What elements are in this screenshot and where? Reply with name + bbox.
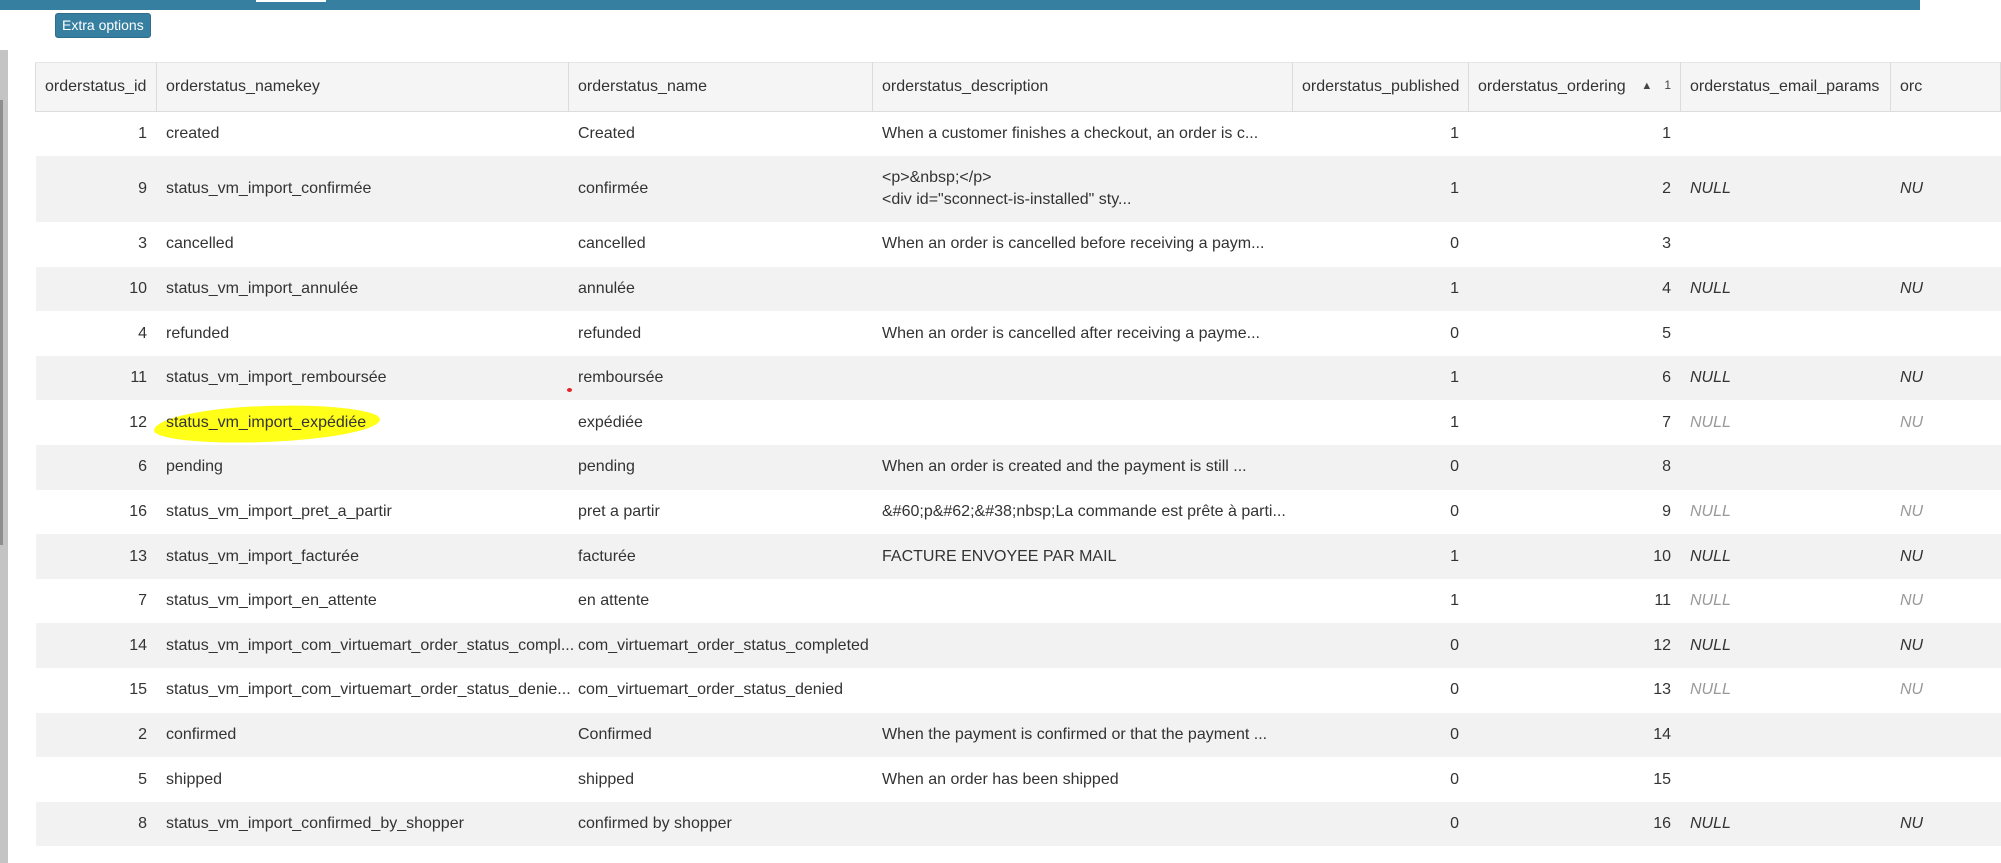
cell-orderstatus-id[interactable]: 9 — [36, 156, 157, 222]
cell-orderstatus-published[interactable]: 0 — [1293, 668, 1469, 713]
cell-orderstatus-name[interactable]: facturée — [569, 534, 873, 579]
cell-orderstatus-namekey[interactable]: status_vm_import_com_virtuemart_order_status_denie... — [157, 668, 569, 713]
table-header-row — [36, 63, 2001, 112]
cell-orderstatus-id[interactable]: 8 — [36, 802, 157, 847]
table-row[interactable] — [36, 534, 2001, 579]
cell-orderstatus-published[interactable]: 0 — [1293, 311, 1469, 356]
cell-orderstatus-namekey[interactable]: shipped — [157, 757, 569, 802]
column-header-orderstatus-namekey[interactable]: orderstatus_namekey — [157, 63, 569, 112]
cell-orderstatus-namekey[interactable]: pending — [157, 445, 569, 490]
cell-orc[interactable]: NU — [1891, 802, 2001, 847]
cell-orderstatus-id[interactable]: 3 — [36, 222, 157, 267]
cell-orderstatus-email-params[interactable]: NULL — [1681, 400, 1891, 445]
cell-orc[interactable] — [1891, 222, 2001, 267]
cell-orderstatus-ordering[interactable]: 8 — [1469, 445, 1681, 490]
cell-orderstatus-name[interactable]: confirmed by shopper — [569, 802, 873, 847]
cell-orderstatus-ordering[interactable]: 4 — [1469, 267, 1681, 312]
table-row[interactable] — [36, 623, 2001, 668]
description-line: <p>&nbsp;</p> — [882, 169, 992, 187]
cell-orderstatus-namekey[interactable]: created — [157, 112, 569, 157]
cell-orderstatus-description[interactable]: When an order has been shipped — [873, 757, 1293, 802]
cell-orderstatus-id[interactable]: 5 — [36, 757, 157, 802]
cell-orderstatus-name[interactable]: shipped — [569, 757, 873, 802]
cell-orderstatus-email-params[interactable]: NULL — [1681, 156, 1891, 222]
active-tab-indicator[interactable] — [256, 0, 326, 2]
description-line: <div id="sconnect-is-installed" sty... — [882, 191, 1132, 209]
column-header-orderstatus-description[interactable]: orderstatus_description — [873, 63, 1293, 112]
cell-orderstatus-email-params[interactable]: NULL — [1681, 802, 1891, 847]
cell-orderstatus-published[interactable]: 0 — [1293, 445, 1469, 490]
top-bar — [0, 0, 1920, 10]
cell-orderstatus-id[interactable]: 12 — [36, 400, 157, 445]
cell-orc[interactable] — [1891, 757, 2001, 802]
cell-orderstatus-id[interactable]: 7 — [36, 579, 157, 624]
cell-orderstatus-description[interactable]: When the payment is confirmed or that the payment ... — [873, 713, 1293, 758]
table-row[interactable] — [36, 156, 2001, 222]
cell-orc[interactable] — [1891, 713, 2001, 758]
cell-orderstatus-ordering[interactable]: 9 — [1469, 490, 1681, 535]
cell-orderstatus-published[interactable]: 0 — [1293, 802, 1469, 847]
cell-orderstatus-name[interactable]: en attente — [569, 579, 873, 624]
cell-orderstatus-name[interactable]: remboursée — [569, 356, 873, 401]
cell-orderstatus-published[interactable]: 1 — [1293, 534, 1469, 579]
table-row[interactable] — [36, 222, 2001, 267]
cell-orderstatus-id[interactable]: 11 — [36, 356, 157, 401]
cell-orderstatus-published[interactable]: 0 — [1293, 757, 1469, 802]
cell-orderstatus-name[interactable]: annulée — [569, 267, 873, 312]
highlighted-namekey: status_vm_import_expédiée — [166, 413, 367, 431]
cell-orderstatus-ordering[interactable]: 1 — [1469, 112, 1681, 157]
cell-orderstatus-published[interactable]: 1 — [1293, 267, 1469, 312]
cell-orc[interactable]: NU — [1891, 534, 2001, 579]
cell-orderstatus-published[interactable]: 1 — [1293, 400, 1469, 445]
cell-orderstatus-email-params[interactable] — [1681, 311, 1891, 356]
column-header-orderstatus-ordering[interactable] — [1469, 63, 1681, 112]
table-row[interactable] — [36, 267, 2001, 312]
table-row[interactable] — [36, 490, 2001, 535]
cell-orderstatus-ordering[interactable]: 7 — [1469, 400, 1681, 445]
cell-orc[interactable]: NU — [1891, 400, 2001, 445]
cell-orderstatus-namekey[interactable]: cancelled — [157, 222, 569, 267]
cell-orderstatus-namekey[interactable]: status_vm_import_confirmée — [157, 156, 569, 222]
cell-orderstatus-description[interactable] — [873, 400, 1293, 445]
cell-orderstatus-name[interactable]: cancelled — [569, 222, 873, 267]
cell-orderstatus-email-params[interactable]: NULL — [1681, 668, 1891, 713]
cell-orderstatus-id[interactable]: 4 — [36, 311, 157, 356]
cell-orderstatus-description[interactable]: &#60;p&#62;&#38;nbsp;La commande est prête à parti... — [873, 490, 1293, 535]
cell-orderstatus-name[interactable]: Confirmed — [569, 713, 873, 758]
cell-orderstatus-published[interactable]: 0 — [1293, 490, 1469, 535]
cell-orderstatus-description[interactable] — [873, 356, 1293, 401]
cell-orderstatus-description[interactable] — [873, 156, 1293, 222]
cell-orderstatus-ordering[interactable]: 3 — [1469, 222, 1681, 267]
cell-orderstatus-email-params[interactable]: NULL — [1681, 356, 1891, 401]
cell-orderstatus-name[interactable]: refunded — [569, 311, 873, 356]
cell-orderstatus-email-params[interactable]: NULL — [1681, 534, 1891, 579]
cell-orderstatus-email-params[interactable] — [1681, 112, 1891, 157]
cell-orderstatus-namekey[interactable]: status_vm_import_facturée — [157, 534, 569, 579]
cell-orderstatus-name[interactable]: com_virtuemart_order_status_completed — [569, 623, 873, 668]
column-header-orderstatus-email-params[interactable]: orderstatus_email_params — [1681, 63, 1891, 112]
cell-orderstatus-email-params[interactable]: NULL — [1681, 267, 1891, 312]
cell-orderstatus-published[interactable]: 1 — [1293, 112, 1469, 157]
sort-order-number: 1 — [1664, 78, 1671, 92]
cell-orderstatus-ordering[interactable]: 15 — [1469, 757, 1681, 802]
sort-ascending-icon: ▲ — [1641, 80, 1653, 92]
cell-orderstatus-description[interactable] — [873, 802, 1293, 847]
cell-orc[interactable] — [1891, 311, 2001, 356]
cell-orderstatus-namekey[interactable]: status_vm_import_com_virtuemart_order_status_compl... — [157, 623, 569, 668]
cell-orderstatus-id[interactable]: 14 — [36, 623, 157, 668]
column-header-orderstatus-published[interactable]: orderstatus_published — [1293, 63, 1469, 112]
cell-orderstatus-ordering[interactable]: 6 — [1469, 356, 1681, 401]
cell-orderstatus-name[interactable]: pret a partir — [569, 490, 873, 535]
cell-orderstatus-description[interactable]: When an order is cancelled before receiving a paym... — [873, 222, 1293, 267]
column-header-orderstatus-name[interactable]: orderstatus_name — [569, 63, 873, 112]
cell-orderstatus-email-params[interactable] — [1681, 222, 1891, 267]
cell-orderstatus-published[interactable]: 1 — [1293, 356, 1469, 401]
cell-orderstatus-description[interactable]: When a customer finishes a checkout, an order is c... — [873, 112, 1293, 157]
cell-orderstatus-published[interactable]: 0 — [1293, 713, 1469, 758]
table-row[interactable] — [36, 356, 2001, 401]
cell-orderstatus-published[interactable]: 1 — [1293, 579, 1469, 624]
cell-orderstatus-id[interactable]: 1 — [36, 112, 157, 157]
cell-orderstatus-email-params[interactable]: NULL — [1681, 490, 1891, 535]
cell-orderstatus-description[interactable] — [873, 267, 1293, 312]
cell-orderstatus-published[interactable]: 0 — [1293, 623, 1469, 668]
cell-orderstatus-id[interactable]: 10 — [36, 267, 157, 312]
column-header-orc[interactable]: orc — [1891, 63, 2001, 112]
cell-orderstatus-email-params[interactable] — [1681, 445, 1891, 490]
cell-orderstatus-description[interactable]: When an order is cancelled after receiving a payme... — [873, 311, 1293, 356]
cell-orderstatus-ordering[interactable]: 2 — [1469, 156, 1681, 222]
cell-orderstatus-id[interactable]: 6 — [36, 445, 157, 490]
cell-orderstatus-description[interactable] — [873, 623, 1293, 668]
cell-orderstatus-name[interactable]: expédiée — [569, 400, 873, 445]
cell-orderstatus-published[interactable]: 1 — [1293, 156, 1469, 222]
cell-orc[interactable]: NU — [1891, 490, 2001, 535]
cell-orderstatus-namekey[interactable]: status_vm_import_en_attente — [157, 579, 569, 624]
sort-indicator[interactable] — [1641, 78, 1671, 92]
cell-orderstatus-name[interactable]: Created — [569, 112, 873, 157]
cell-orderstatus-ordering[interactable]: 16 — [1469, 802, 1681, 847]
table-row[interactable] — [36, 311, 2001, 356]
cell-orderstatus-name[interactable]: pending — [569, 445, 873, 490]
table-row[interactable] — [36, 757, 2001, 802]
left-scroll-rail[interactable] — [0, 50, 8, 863]
cell-orderstatus-id[interactable]: 13 — [36, 534, 157, 579]
column-header-label: orderstatus_ordering — [1478, 78, 1626, 95]
cell-orderstatus-description[interactable]: When an order is created and the payment is still ... — [873, 445, 1293, 490]
cell-orderstatus-description[interactable] — [873, 668, 1293, 713]
cell-orderstatus-ordering[interactable]: 14 — [1469, 713, 1681, 758]
cell-orc[interactable]: NU — [1891, 267, 2001, 312]
cell-orc[interactable] — [1891, 112, 2001, 157]
cell-orderstatus-namekey[interactable]: refunded — [157, 311, 569, 356]
column-header-orderstatus-id[interactable]: orderstatus_id — [36, 63, 157, 112]
table-row[interactable] — [36, 112, 2001, 157]
cell-orderstatus-namekey[interactable]: status_vm_import_confirmed_by_shopper — [157, 802, 569, 847]
table-row[interactable] — [36, 802, 2001, 847]
extra-options-button[interactable]: Extra options — [55, 13, 151, 38]
cell-orc[interactable] — [1891, 445, 2001, 490]
cell-orderstatus-ordering[interactable]: 11 — [1469, 579, 1681, 624]
cell-orc[interactable]: NU — [1891, 156, 2001, 222]
cell-orderstatus-description[interactable]: FACTURE ENVOYEE PAR MAIL — [873, 534, 1293, 579]
cell-orderstatus-ordering[interactable]: 10 — [1469, 534, 1681, 579]
cell-orderstatus-name[interactable]: confirmée — [569, 156, 873, 222]
cell-orderstatus-id[interactable]: 2 — [36, 713, 157, 758]
cell-orderstatus-published[interactable]: 0 — [1293, 222, 1469, 267]
cell-orderstatus-namekey[interactable]: status_vm_import_remboursée — [157, 356, 569, 401]
cell-orderstatus-namekey[interactable]: confirmed — [157, 713, 569, 758]
results-table-container[interactable] — [35, 62, 1924, 848]
cell-orderstatus-id[interactable]: 16 — [36, 490, 157, 535]
cell-orderstatus-email-params[interactable] — [1681, 757, 1891, 802]
cell-orderstatus-ordering[interactable]: 13 — [1469, 668, 1681, 713]
cell-orderstatus-namekey[interactable]: status_vm_import_pret_a_partir — [157, 490, 569, 535]
cell-orc[interactable]: NU — [1891, 623, 2001, 668]
cell-orderstatus-id[interactable]: 15 — [36, 668, 157, 713]
cell-orderstatus-name[interactable]: com_virtuemart_order_status_denied — [569, 668, 873, 713]
table-row[interactable] — [36, 400, 2001, 445]
cell-orderstatus-email-params[interactable]: NULL — [1681, 579, 1891, 624]
table-row[interactable] — [36, 579, 2001, 624]
table-row[interactable] — [36, 668, 2001, 713]
cell-orderstatus-email-params[interactable] — [1681, 713, 1891, 758]
cell-orderstatus-ordering[interactable]: 12 — [1469, 623, 1681, 668]
results-table — [35, 62, 2001, 846]
cell-orderstatus-namekey[interactable] — [157, 400, 569, 445]
cell-orderstatus-email-params[interactable]: NULL — [1681, 623, 1891, 668]
cell-orderstatus-namekey[interactable]: status_vm_import_annulée — [157, 267, 569, 312]
table-row[interactable] — [36, 445, 2001, 490]
cell-orc[interactable]: NU — [1891, 356, 2001, 401]
left-scroll-thumb[interactable] — [0, 100, 3, 545]
table-row[interactable] — [36, 713, 2001, 758]
cell-orc[interactable]: NU — [1891, 668, 2001, 713]
cell-orc[interactable]: NU — [1891, 579, 2001, 624]
cell-orderstatus-ordering[interactable]: 5 — [1469, 311, 1681, 356]
cell-orderstatus-description[interactable] — [873, 579, 1293, 624]
